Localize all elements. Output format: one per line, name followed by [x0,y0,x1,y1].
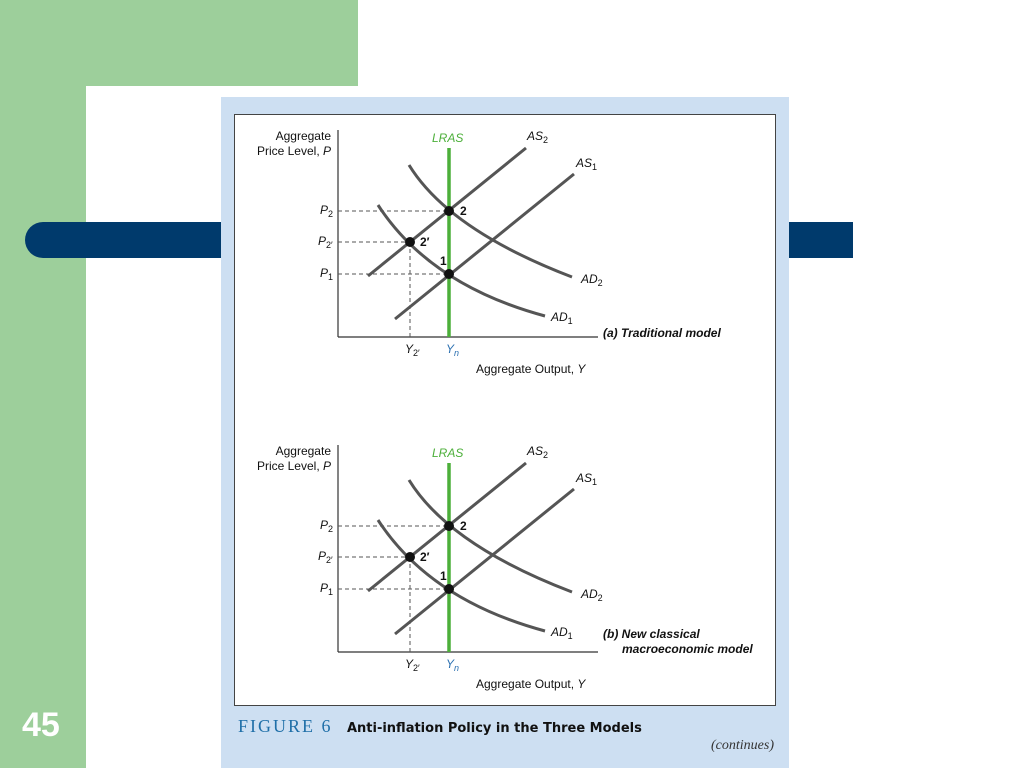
equilibrium-point-2 [444,206,454,216]
ad1-curve [378,205,545,316]
p1-label: $P_1$ [320,581,334,597]
ad1-label: $AD_1$ [551,625,573,641]
as2-label: $AS_2$ [527,129,549,145]
lras-label: LRAS [432,446,464,460]
continues-note: (continues) [711,738,774,753]
y-axis-label-2: Price Level, P [256,459,331,473]
point-2-label: 2 [460,519,467,533]
point-2-label: 2 [460,204,467,218]
panel-caption: (b) New classical [603,627,700,641]
equilibrium-point-1 [444,269,454,279]
ad2-curve [409,480,572,592]
x-axis-label: Aggregate Output, Y [476,362,586,376]
p2-label: $P_2$ [320,203,334,219]
as2-label: $AS_2$ [527,444,549,460]
p2prime-label: $P_{2'}$ [318,549,333,565]
y-axis-label: Aggregate [275,129,331,143]
ad1-label: $AD_1$ [551,310,573,326]
guide-lines [338,526,449,652]
p2-label: $P_2$ [320,518,334,534]
y2prime-label: $Y_{2'}$ [405,342,420,358]
point-1-label: 1 [440,569,447,583]
figure-label: FIGURE 6 [238,716,333,736]
slide-number: 45 [22,706,60,744]
point-1-label: 1 [440,254,447,268]
x-axis-label: Aggregate Output, Y [476,677,586,691]
figure-title: Anti-inflation Policy in the Three Models [346,721,642,736]
y-axis-label: Aggregate [275,444,331,458]
ad2-label: $AD_2$ [581,587,603,603]
point-2prime-label: 2′ [420,235,430,249]
p2prime-label: $P_{2'}$ [318,234,333,250]
ad1-curve [378,520,545,631]
guide-lines [338,211,449,337]
ad2-label: $AD_2$ [581,272,603,288]
figure-caption [238,716,642,740]
panel-caption: (a) Traditional model [603,326,721,340]
as1-label: $AS_1$ [576,156,598,172]
point-2prime-label: 2′ [420,550,430,564]
diagram-new-classical-model [257,444,753,691]
y-axis-label-2: Price Level, P [256,144,331,158]
equilibrium-point-2 [444,521,454,531]
equilibrium-point-2prime [405,237,415,247]
ad2-curve [409,165,572,277]
yn-label: $Y_n$ [446,657,460,673]
diagram-traditional-model [257,129,722,376]
p1-label: $P_1$ [320,266,334,282]
as1-label: $AS_1$ [576,471,598,487]
equilibrium-point-2prime [405,552,415,562]
panel-caption-2: macroeconomic model [622,642,753,656]
y2prime-label: $Y_{2'}$ [405,657,420,673]
lras-label: LRAS [432,131,464,145]
yn-label: $Y_n$ [446,342,460,358]
equilibrium-point-1 [444,584,454,594]
